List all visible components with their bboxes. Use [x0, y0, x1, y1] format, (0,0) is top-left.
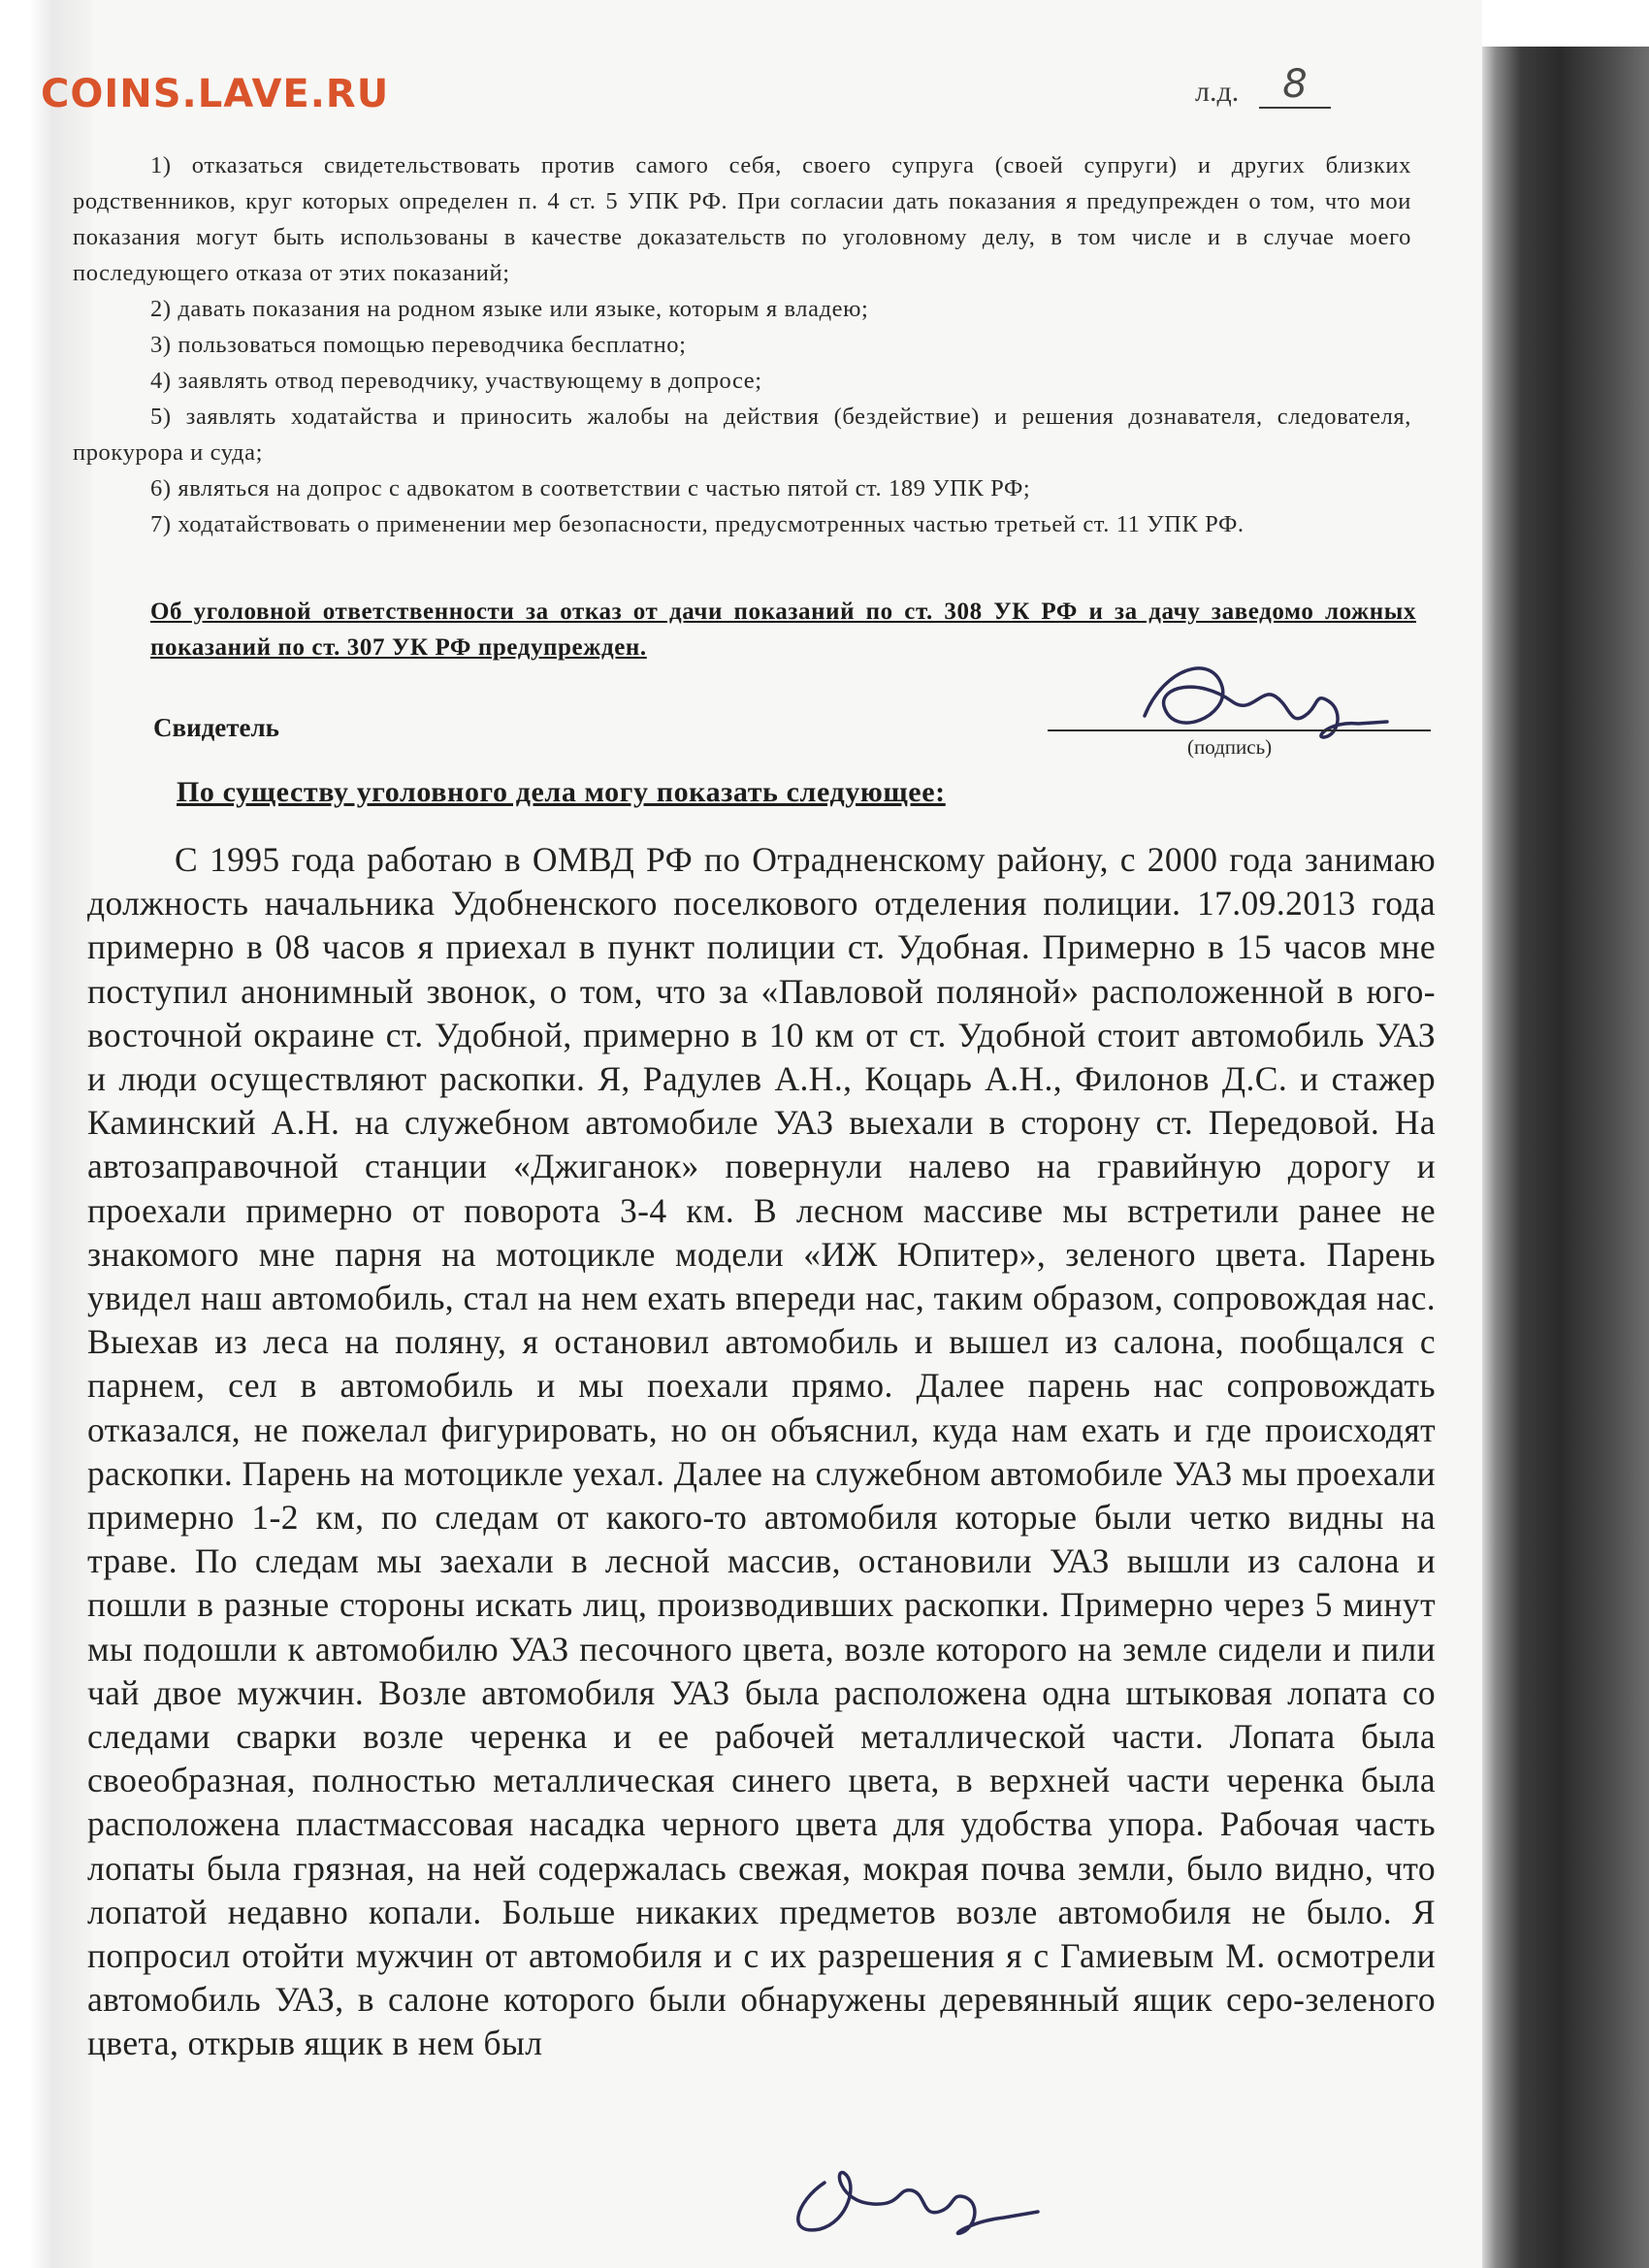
witness-rights-list: [73, 147, 1411, 542]
right-item-2: 2) давать показания на родном языке или языке, которым я владею;: [150, 296, 869, 322]
signature-line: [1048, 729, 1431, 731]
liability-warning: Об уголовной ответственности за отказ от дачи показаний по ст. 308 УК РФ и за дачу заведомо ложных показаний по ст. 307 УК РФ предупрежден.: [150, 599, 1416, 661]
page-signature: [766, 2144, 1048, 2251]
statement-heading: По существу уголовного дела могу показать следующее:: [177, 776, 946, 808]
site-watermark: COINS.LAVE.RU: [41, 72, 390, 116]
signature-caption: (подпись): [1187, 735, 1273, 759]
testimony-text: С 1995 года работаю в ОМВД РФ по Отрадненскому району, с 2000 года занимаю должность начальника Удобненского поселкового отделения полиции. 17.09.2013 года примерно в 08 часов я приехал в пункт полиции ст. Удобная. Примерно в 15 часов мне поступил анонимный звонок, о том, что за «Павловой поляной» расположенной в юго-восточной окраине ст. Удобной, примерно в 10 км от ст. Удобной стоит автомобиль УАЗ и люди осуществляют раскопки. Я, Радулев А.Н., Коцарь А.Н., Филонов Д.С. и стажер Каминский А.Н. на служебном автомобиле УАЗ выехали в сторону ст. Передовой. На автозаправочной станции «Джиганок» повернули налево на гравийную дорогу и проехали примерно от поворота 3-4 км. В лесном массиве мы встретили ранее не знакомого мне парня на мотоцикле модели «ИЖ Юпитер», зеленого цвета. Парень увидел наш автомобиль, стал на нем ехать впереди нас, таким образом, сопровождая нас. Выехав из леса на поляну, я остановил автомобиль и вышел из салона, пообщался с парнем, сел в автомобиль и мы поехали прямо. Далее парень нас сопровождать отказался, не пожелал фигурировать, но он объяснил, куда нам ехать и где происходят раскопки. Парень на мотоцикле уехал. Далее на служебном автомобиле УАЗ мы проехали примерно 1-2 км, по следам от какого-то автомобиля которые были четко видны на траве. По следам мы заехали в лесной массив, остановили УАЗ вышли из салона и пошли в разные стороны искать лиц, производивших раскопки. Примерно через 5 минут мы подошли к автомобилю УАЗ песочного цвета, возле которого на земле сидели и пили чай двое мужчин. Возле автомобиля УАЗ была расположена одна штыковая лопата со следами сварки возле черенка и ее рабочей металлической части. Лопата была своеобразная, полностью металлическая синего цвета, в верхней части черенка была расположена пластмассовая насадка черного цвета для удобства упора. Рабочая часть лопаты была грязная, на ней содержалась свежая, мокрая почва земли, было видно, что лопатой недавно копали. Больше никаких предметов возле автомобиля не было. Я попросил отойти мужчин от автомобиля и с их разрешения я с Гамиевым М. осмотрели автомобиль УАЗ, в салоне которого были обнаружены деревянный ящик серо-зеленого цвета, открыв ящик в нем был: [87, 840, 1436, 2063]
right-item-5: 5) заявлять ходатайства и приносить жалобы на действия (бездействие) и решения дознавателя, следователя, прокурора и суда;: [73, 404, 1411, 466]
right-item-7: 7) ходатайствовать о применении мер безопасности, предусмотренных частью третьей ст. 11 УПК РФ.: [150, 511, 1245, 537]
right-item-1: 1) отказаться свидетельствовать против самого себя, своего супруга (своей супруги) и других близких родственников, круг которых определен п. 4 ст. 5 УПК РФ. При согласии дать показания я предупрежден о том, что мои показания могут быть использованы в качестве доказательств по уголовному делу, в том числе и в случае моего последующего отказа от этих показаний;: [73, 152, 1411, 286]
sheet-label: л.д.: [1195, 76, 1240, 108]
sheet-number: 8: [1259, 62, 1331, 109]
right-item-3: 3) пользоваться помощью переводчика бесплатно;: [150, 332, 687, 358]
binding-shadow: [1482, 0, 1649, 2268]
witness-label: Свидетель: [153, 713, 279, 742]
right-item-4: 4) заявлять отвод переводчику, участвующему в допросе;: [150, 368, 762, 394]
right-item-6: 6) являться на допрос с адвокатом в соответствии с частью пятой ст. 189 УПК РФ;: [150, 475, 1031, 502]
binding-shadow-top: [1482, 0, 1649, 47]
